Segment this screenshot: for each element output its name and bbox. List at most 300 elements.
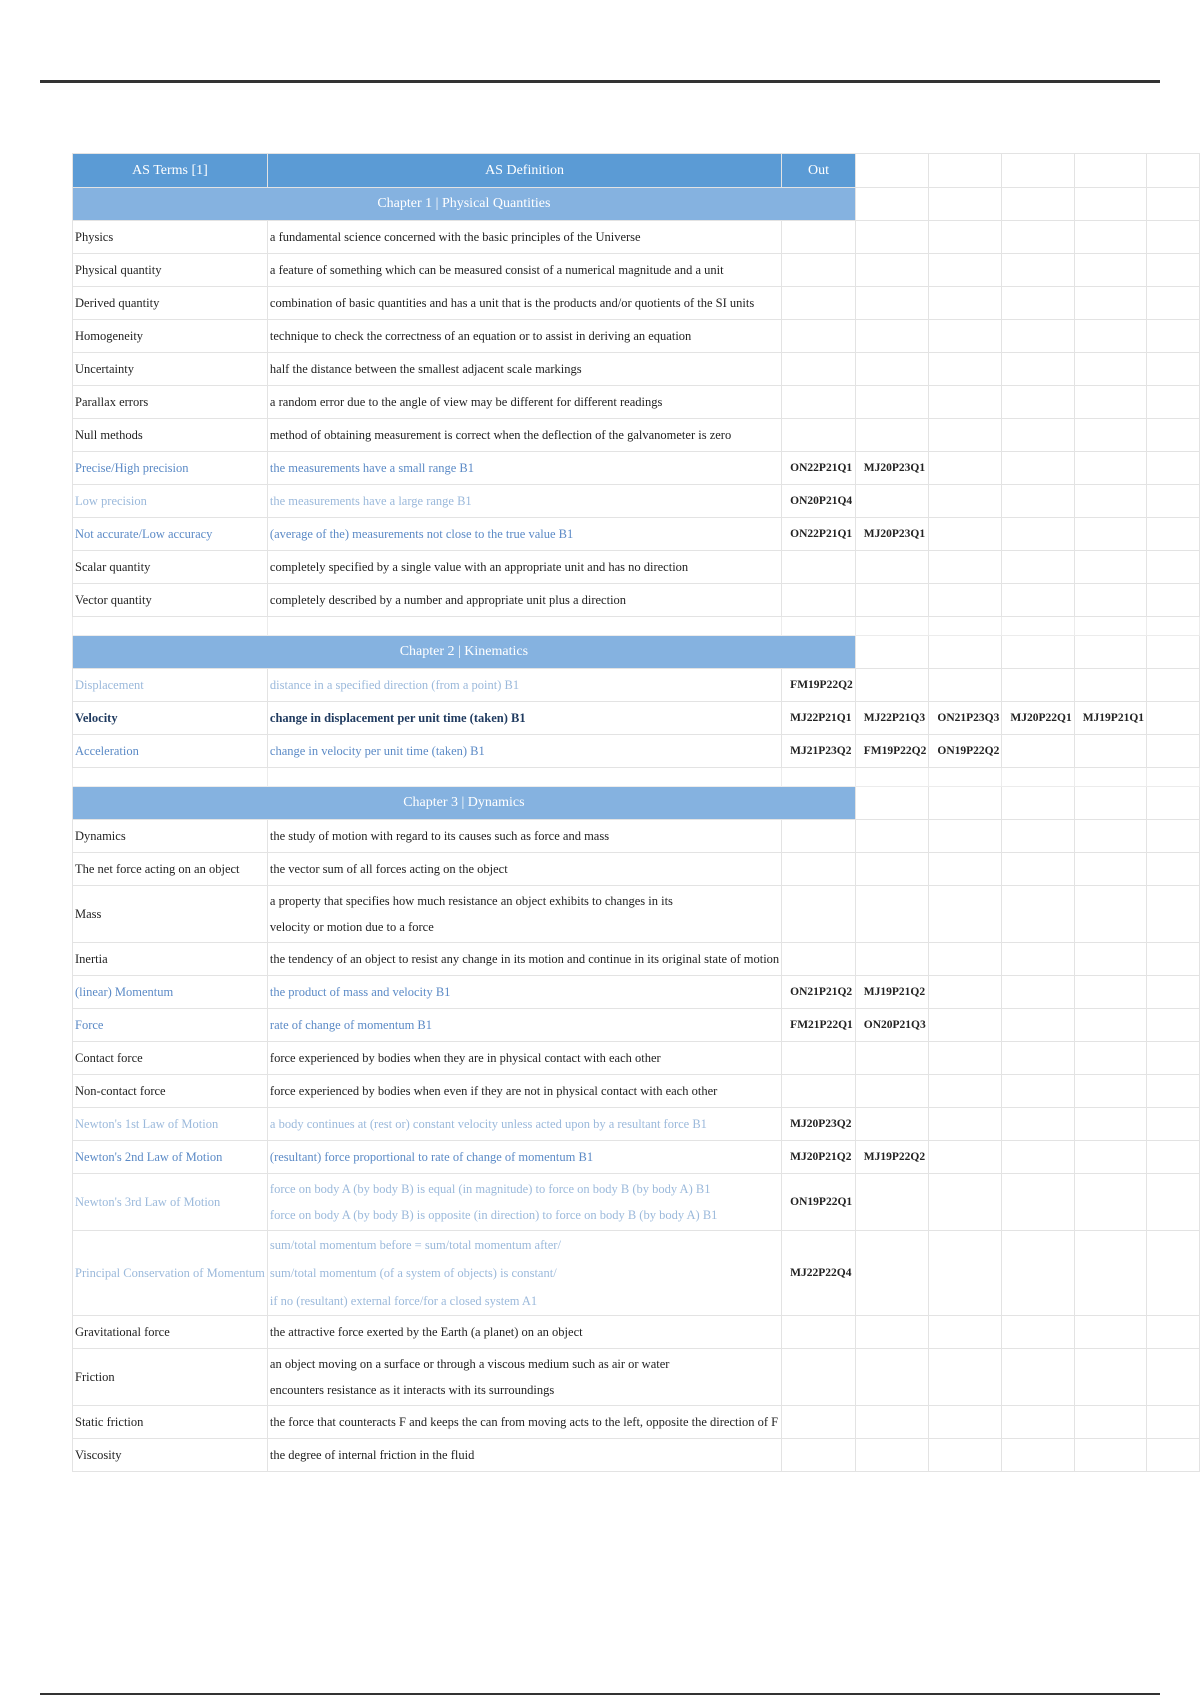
- out-cell: [929, 669, 1002, 702]
- out-cell: [855, 320, 929, 353]
- out-cell: [929, 353, 1002, 386]
- out-cell: [855, 669, 929, 702]
- definition-line: a random error due to the angle of view may be different for different readings: [269, 395, 663, 409]
- out-cell: [782, 1042, 856, 1075]
- out-cell: [1074, 976, 1146, 1009]
- term-cell: The net force acting on an object: [73, 853, 268, 886]
- out-cell: [782, 551, 856, 584]
- out-cell: [1002, 254, 1074, 287]
- out-cell: [1002, 485, 1074, 518]
- out-cell: MJ20P21Q2: [782, 1141, 856, 1174]
- out-cell: [1074, 584, 1146, 617]
- out-cell: [1147, 886, 1200, 943]
- out-cell: [1002, 221, 1074, 254]
- out-cell: [1147, 353, 1200, 386]
- table-row: [73, 853, 1200, 886]
- term-cell: Force: [73, 1009, 268, 1042]
- term-cell: Inertia: [73, 943, 268, 976]
- definition-cell: [267, 1009, 781, 1042]
- definition-line: the degree of internal friction in the fluid: [269, 1448, 475, 1462]
- table-row: [73, 1439, 1200, 1472]
- out-cell: [1002, 419, 1074, 452]
- term-cell: Derived quantity: [73, 287, 268, 320]
- out-cell: [929, 976, 1002, 1009]
- out-cell: [855, 1231, 929, 1316]
- definition-line: the measurements have a small range B1: [269, 461, 475, 475]
- table-row: [73, 386, 1200, 419]
- out-cell: FM19P22Q2: [855, 735, 929, 768]
- out-cell: [1147, 943, 1200, 976]
- out-cell: [929, 1108, 1002, 1141]
- out-cell: [855, 1349, 929, 1406]
- definition-line: a property that specifies how much resistance an object exhibits to changes in its: [269, 894, 673, 908]
- out-cell: [782, 584, 856, 617]
- table-row: [73, 221, 1200, 254]
- definition-cell: [267, 886, 781, 943]
- table-row: [73, 702, 1200, 735]
- term-cell: Dynamics: [73, 820, 268, 853]
- table-row: [73, 1108, 1200, 1141]
- definition-line: a feature of something which can be measured consist of a numerical magnitude and a unit: [269, 263, 724, 277]
- out-cell: [929, 1042, 1002, 1075]
- term-cell: Acceleration: [73, 735, 268, 768]
- out-cell: [1074, 1042, 1146, 1075]
- table-row: [73, 1009, 1200, 1042]
- term-cell: Not accurate/Low accuracy: [73, 518, 268, 551]
- table-row: [73, 320, 1200, 353]
- term-cell: Low precision: [73, 485, 268, 518]
- chapter-title: Chapter 3 | Dynamics: [73, 787, 856, 820]
- out-cell: [855, 1316, 929, 1349]
- definition-line: (resultant) force proportional to rate of change of momentum B1: [269, 1150, 594, 1164]
- out-cell: [929, 1349, 1002, 1406]
- out-cell: [1074, 735, 1146, 768]
- definition-cell: [267, 1174, 781, 1231]
- out-cell: [1002, 669, 1074, 702]
- out-cell: [1002, 551, 1074, 584]
- spacer-row: [73, 768, 1200, 787]
- definition-line: force experienced by bodies when they are in physical contact with each other: [269, 1051, 661, 1065]
- out-cell: [855, 1042, 929, 1075]
- out-cell: [1147, 254, 1200, 287]
- term-cell: Physics: [73, 221, 268, 254]
- out-cell: [782, 386, 856, 419]
- definition-line: the attractive force exerted by the Earth (a planet) on an object: [269, 1325, 583, 1339]
- term-cell: Non-contact force: [73, 1075, 268, 1108]
- out-cell: [929, 584, 1002, 617]
- out-cell: MJ20P23Q1: [855, 452, 929, 485]
- out-cell: [1147, 669, 1200, 702]
- definition-line: encounters resistance as it interacts with its surroundings: [269, 1383, 555, 1397]
- out-cell: [1147, 452, 1200, 485]
- definition-cell: [267, 976, 781, 1009]
- out-cell: [782, 320, 856, 353]
- out-cell: [855, 853, 929, 886]
- table-row: [73, 1349, 1200, 1406]
- out-cell: [1074, 518, 1146, 551]
- table-row: [73, 886, 1200, 943]
- out-cell: [1074, 1231, 1146, 1316]
- definition-cell: [267, 254, 781, 287]
- definition-cell: [267, 669, 781, 702]
- out-cell: [782, 221, 856, 254]
- table-row: [73, 1316, 1200, 1349]
- out-cell: MJ19P21Q2: [855, 976, 929, 1009]
- out-cell: [1074, 1349, 1146, 1406]
- out-cell: ON22P21Q1: [782, 452, 856, 485]
- out-cell: [1002, 1439, 1074, 1472]
- out-cell: [929, 452, 1002, 485]
- definition-cell: [267, 353, 781, 386]
- out-cell: FM21P22Q1: [782, 1009, 856, 1042]
- definition-cell: [267, 485, 781, 518]
- out-cell: [1002, 1406, 1074, 1439]
- out-cell: [1002, 735, 1074, 768]
- out-cell: [1074, 386, 1146, 419]
- term-cell: Vector quantity: [73, 584, 268, 617]
- out-cell: [1147, 702, 1200, 735]
- out-cell: [1002, 518, 1074, 551]
- out-cell: [855, 287, 929, 320]
- out-cell: [929, 287, 1002, 320]
- out-cell: [1147, 1349, 1200, 1406]
- table-row: [73, 1231, 1200, 1316]
- out-cell: [1002, 1042, 1074, 1075]
- out-cell: ON22P21Q1: [782, 518, 856, 551]
- out-cell: [1147, 1439, 1200, 1472]
- out-cell: [929, 1174, 1002, 1231]
- table-row: [73, 669, 1200, 702]
- table-row: [73, 1406, 1200, 1439]
- definition-cell: [267, 287, 781, 320]
- out-cell: [1002, 1174, 1074, 1231]
- out-cell: [1002, 287, 1074, 320]
- out-cell: [1147, 518, 1200, 551]
- definition-line: a body continues at (rest or) constant velocity unless acted upon by a resultant force B1: [269, 1117, 707, 1131]
- out-cell: [782, 1075, 856, 1108]
- out-cell: [1002, 976, 1074, 1009]
- definition-line: technique to check the correctness of an equation or to assist in deriving an equation: [269, 329, 692, 343]
- definition-cell: [267, 386, 781, 419]
- definition-cell: [267, 551, 781, 584]
- table-row: [73, 485, 1200, 518]
- term-cell: Parallax errors: [73, 386, 268, 419]
- out-cell: [929, 1439, 1002, 1472]
- definition-cell: [267, 735, 781, 768]
- out-cell: [1002, 452, 1074, 485]
- out-cell: [1074, 669, 1146, 702]
- out-cell: [1147, 584, 1200, 617]
- out-cell: [1074, 254, 1146, 287]
- definition-cell: [267, 1439, 781, 1472]
- chapter-row: [73, 787, 1200, 820]
- out-cell: [1074, 452, 1146, 485]
- out-cell: [782, 1439, 856, 1472]
- definition-line: half the distance between the smallest adjacent scale markings: [269, 362, 582, 376]
- table-row: [73, 419, 1200, 452]
- table-row: [73, 353, 1200, 386]
- out-cell: MJ22P21Q1: [782, 702, 856, 735]
- definition-cell: [267, 1075, 781, 1108]
- out-cell: [1147, 551, 1200, 584]
- out-cell: [1147, 820, 1200, 853]
- out-cell: [1002, 943, 1074, 976]
- term-cell: (linear) Momentum: [73, 976, 268, 1009]
- definitions-table: [72, 153, 1200, 1472]
- term-cell: Principal Conservation of Momentum: [73, 1231, 268, 1316]
- out-cell: [1147, 853, 1200, 886]
- out-cell: [929, 1009, 1002, 1042]
- table-row: [73, 254, 1200, 287]
- out-cell: [1002, 1108, 1074, 1141]
- definition-line: the force that counteracts F and keeps the can from moving acts to the left, opposite the direction of F: [269, 1415, 779, 1429]
- out-cell: [1002, 1316, 1074, 1349]
- out-cell: MJ19P21Q1: [1074, 702, 1146, 735]
- term-cell: Friction: [73, 1349, 268, 1406]
- out-cell: ON20P21Q4: [782, 485, 856, 518]
- out-cell: [1074, 221, 1146, 254]
- definition-cell: [267, 702, 781, 735]
- term-cell: Scalar quantity: [73, 551, 268, 584]
- term-cell: Newton's 2nd Law of Motion: [73, 1141, 268, 1174]
- table-row: [73, 1042, 1200, 1075]
- out-cell: MJ22P22Q4: [782, 1231, 856, 1316]
- table-row: [73, 1174, 1200, 1231]
- term-cell: Displacement: [73, 669, 268, 702]
- table-row: [73, 1141, 1200, 1174]
- out-cell: [782, 1316, 856, 1349]
- out-cell: [1002, 853, 1074, 886]
- out-cell: [855, 419, 929, 452]
- definition-line: completely specified by a single value with an appropriate unit and has no direction: [269, 560, 689, 574]
- out-cell: [855, 820, 929, 853]
- definition-cell: [267, 320, 781, 353]
- out-cell: [1074, 1174, 1146, 1231]
- term-cell: Velocity: [73, 702, 268, 735]
- out-cell: [1074, 943, 1146, 976]
- table-row: [73, 551, 1200, 584]
- chapter-row: [73, 188, 1200, 221]
- out-cell: [929, 254, 1002, 287]
- out-cell: [1147, 1042, 1200, 1075]
- out-cell: [782, 287, 856, 320]
- out-cell: [1002, 1349, 1074, 1406]
- out-cell: [1147, 485, 1200, 518]
- out-cell: [855, 221, 929, 254]
- out-cell: [855, 1075, 929, 1108]
- definition-line: if no (resultant) external force/for a closed system A1: [269, 1294, 538, 1308]
- out-cell: [929, 551, 1002, 584]
- out-cell: MJ19P22Q2: [855, 1141, 929, 1174]
- out-cell: [855, 386, 929, 419]
- term-cell: Gravitational force: [73, 1316, 268, 1349]
- definition-cell: [267, 943, 781, 976]
- definition-line: a fundamental science concerned with the basic principles of the Universe: [269, 230, 641, 244]
- out-cell: [929, 1075, 1002, 1108]
- definition-line: distance in a specified direction (from a point) B1: [269, 678, 520, 692]
- out-cell: [1147, 976, 1200, 1009]
- term-cell: Precise/High precision: [73, 452, 268, 485]
- out-cell: [1147, 1406, 1200, 1439]
- chapter-row: [73, 636, 1200, 669]
- definition-cell: [267, 419, 781, 452]
- out-cell: ON19P22Q2: [929, 735, 1002, 768]
- definition-line: change in displacement per unit time (taken) B1: [269, 711, 526, 725]
- out-cell: [782, 820, 856, 853]
- out-cell: [1147, 1075, 1200, 1108]
- out-cell: [1147, 1108, 1200, 1141]
- out-cell: [855, 584, 929, 617]
- out-cell: ON21P21Q2: [782, 976, 856, 1009]
- out-cell: [1074, 551, 1146, 584]
- out-cell: MJ22P21Q3: [855, 702, 929, 735]
- definition-line: the study of motion with regard to its causes such as force and mass: [269, 829, 610, 843]
- out-cell: [1002, 1075, 1074, 1108]
- out-cell: ON21P23Q3: [929, 702, 1002, 735]
- out-cell: [855, 254, 929, 287]
- out-cell: [1147, 1141, 1200, 1174]
- definition-cell: [267, 1231, 781, 1316]
- out-cell: [855, 1406, 929, 1439]
- out-cell: MJ20P23Q1: [855, 518, 929, 551]
- out-cell: [1074, 485, 1146, 518]
- definition-cell: [267, 221, 781, 254]
- term-cell: Physical quantity: [73, 254, 268, 287]
- table-row: [73, 584, 1200, 617]
- header-definition: AS Definition: [267, 154, 781, 188]
- table-row: [73, 820, 1200, 853]
- out-cell: [1002, 820, 1074, 853]
- definition-line: the vector sum of all forces acting on the object: [269, 862, 508, 876]
- out-cell: [1074, 1075, 1146, 1108]
- out-cell: [1074, 1316, 1146, 1349]
- table-row: [73, 735, 1200, 768]
- table-row: [73, 943, 1200, 976]
- out-cell: [782, 419, 856, 452]
- out-cell: [929, 221, 1002, 254]
- out-cell: [1074, 886, 1146, 943]
- out-cell: [1002, 584, 1074, 617]
- out-cell: [782, 1406, 856, 1439]
- out-cell: [929, 518, 1002, 551]
- out-cell: [1002, 1231, 1074, 1316]
- term-cell: Newton's 3rd Law of Motion: [73, 1174, 268, 1231]
- out-cell: [855, 1439, 929, 1472]
- definition-cell: [267, 820, 781, 853]
- out-cell: MJ21P23Q2: [782, 735, 856, 768]
- out-cell: [1074, 353, 1146, 386]
- out-cell: [1147, 1316, 1200, 1349]
- out-cell: [782, 943, 856, 976]
- term-cell: Viscosity: [73, 1439, 268, 1472]
- definition-line: the measurements have a large range B1: [269, 494, 472, 508]
- definition-cell: [267, 853, 781, 886]
- out-cell: [782, 254, 856, 287]
- out-cell: [929, 1231, 1002, 1316]
- definition-line: change in velocity per unit time (taken) B1: [269, 744, 485, 758]
- term-cell: Contact force: [73, 1042, 268, 1075]
- out-cell: [855, 485, 929, 518]
- out-cell: [929, 943, 1002, 976]
- spreadsheet: [72, 153, 1200, 1472]
- definition-line: force on body A (by body B) is equal (in magnitude) to force on body B (by body A) B1: [269, 1182, 711, 1196]
- out-cell: [1074, 820, 1146, 853]
- out-cell: [1002, 353, 1074, 386]
- out-cell: [1147, 735, 1200, 768]
- definition-cell: [267, 584, 781, 617]
- out-cell: [1074, 419, 1146, 452]
- out-cell: [1147, 221, 1200, 254]
- definition-line: the product of mass and velocity B1: [269, 985, 451, 999]
- out-cell: [782, 353, 856, 386]
- out-cell: [929, 485, 1002, 518]
- out-cell: [929, 419, 1002, 452]
- out-cell: [855, 943, 929, 976]
- out-cell: ON20P21Q3: [855, 1009, 929, 1042]
- definition-cell: [267, 452, 781, 485]
- out-cell: [929, 320, 1002, 353]
- definition-cell: [267, 1141, 781, 1174]
- chapter-title: Chapter 2 | Kinematics: [73, 636, 856, 669]
- out-cell: [1074, 1406, 1146, 1439]
- out-cell: [1147, 1231, 1200, 1316]
- chapter-title: Chapter 1 | Physical Quantities: [73, 188, 856, 221]
- out-cell: [855, 1108, 929, 1141]
- definition-line: the tendency of an object to resist any change in its motion and continue in its original state of motion: [269, 952, 780, 966]
- out-cell: [1147, 287, 1200, 320]
- out-cell: [1002, 1141, 1074, 1174]
- definition-line: an object moving on a surface or through a viscous medium such as air or water: [269, 1357, 670, 1371]
- definition-line: force experienced by bodies when even if they are not in physical contact with each other: [269, 1084, 718, 1098]
- definition-cell: [267, 1406, 781, 1439]
- out-cell: [929, 853, 1002, 886]
- out-cell: [1002, 1009, 1074, 1042]
- out-cell: [855, 551, 929, 584]
- out-cell: [855, 886, 929, 943]
- definition-line: sum/total momentum (of a system of objects) is constant/: [269, 1266, 557, 1280]
- term-cell: Uncertainty: [73, 353, 268, 386]
- table-row: [73, 976, 1200, 1009]
- term-cell: Null methods: [73, 419, 268, 452]
- definition-line: method of obtaining measurement is correct when the deflection of the galvanometer is zero: [269, 428, 732, 442]
- out-cell: [1147, 419, 1200, 452]
- out-cell: [1074, 1108, 1146, 1141]
- out-cell: [1074, 1141, 1146, 1174]
- definition-cell: [267, 1042, 781, 1075]
- out-cell: [782, 853, 856, 886]
- out-cell: [782, 886, 856, 943]
- definition-cell: [267, 1108, 781, 1141]
- header-term: AS Terms [1]: [73, 154, 268, 188]
- definition-line: rate of change of momentum B1: [269, 1018, 433, 1032]
- out-cell: [1074, 1439, 1146, 1472]
- table-row: [73, 452, 1200, 485]
- term-cell: Static friction: [73, 1406, 268, 1439]
- top-rule: [40, 80, 1160, 83]
- definition-cell: [267, 1316, 781, 1349]
- out-cell: MJ20P23Q2: [782, 1108, 856, 1141]
- out-cell: MJ20P22Q1: [1002, 702, 1074, 735]
- definition-line: force on body A (by body B) is opposite (in direction) to force on body B (by body A) B1: [269, 1208, 718, 1222]
- out-cell: [1074, 320, 1146, 353]
- out-cell: [782, 1349, 856, 1406]
- definition-line: completely described by a number and appropriate unit plus a direction: [269, 593, 627, 607]
- definition-cell: [267, 1349, 781, 1406]
- out-cell: [929, 820, 1002, 853]
- out-cell: [1147, 386, 1200, 419]
- out-cell: [929, 1141, 1002, 1174]
- term-cell: Newton's 1st Law of Motion: [73, 1108, 268, 1141]
